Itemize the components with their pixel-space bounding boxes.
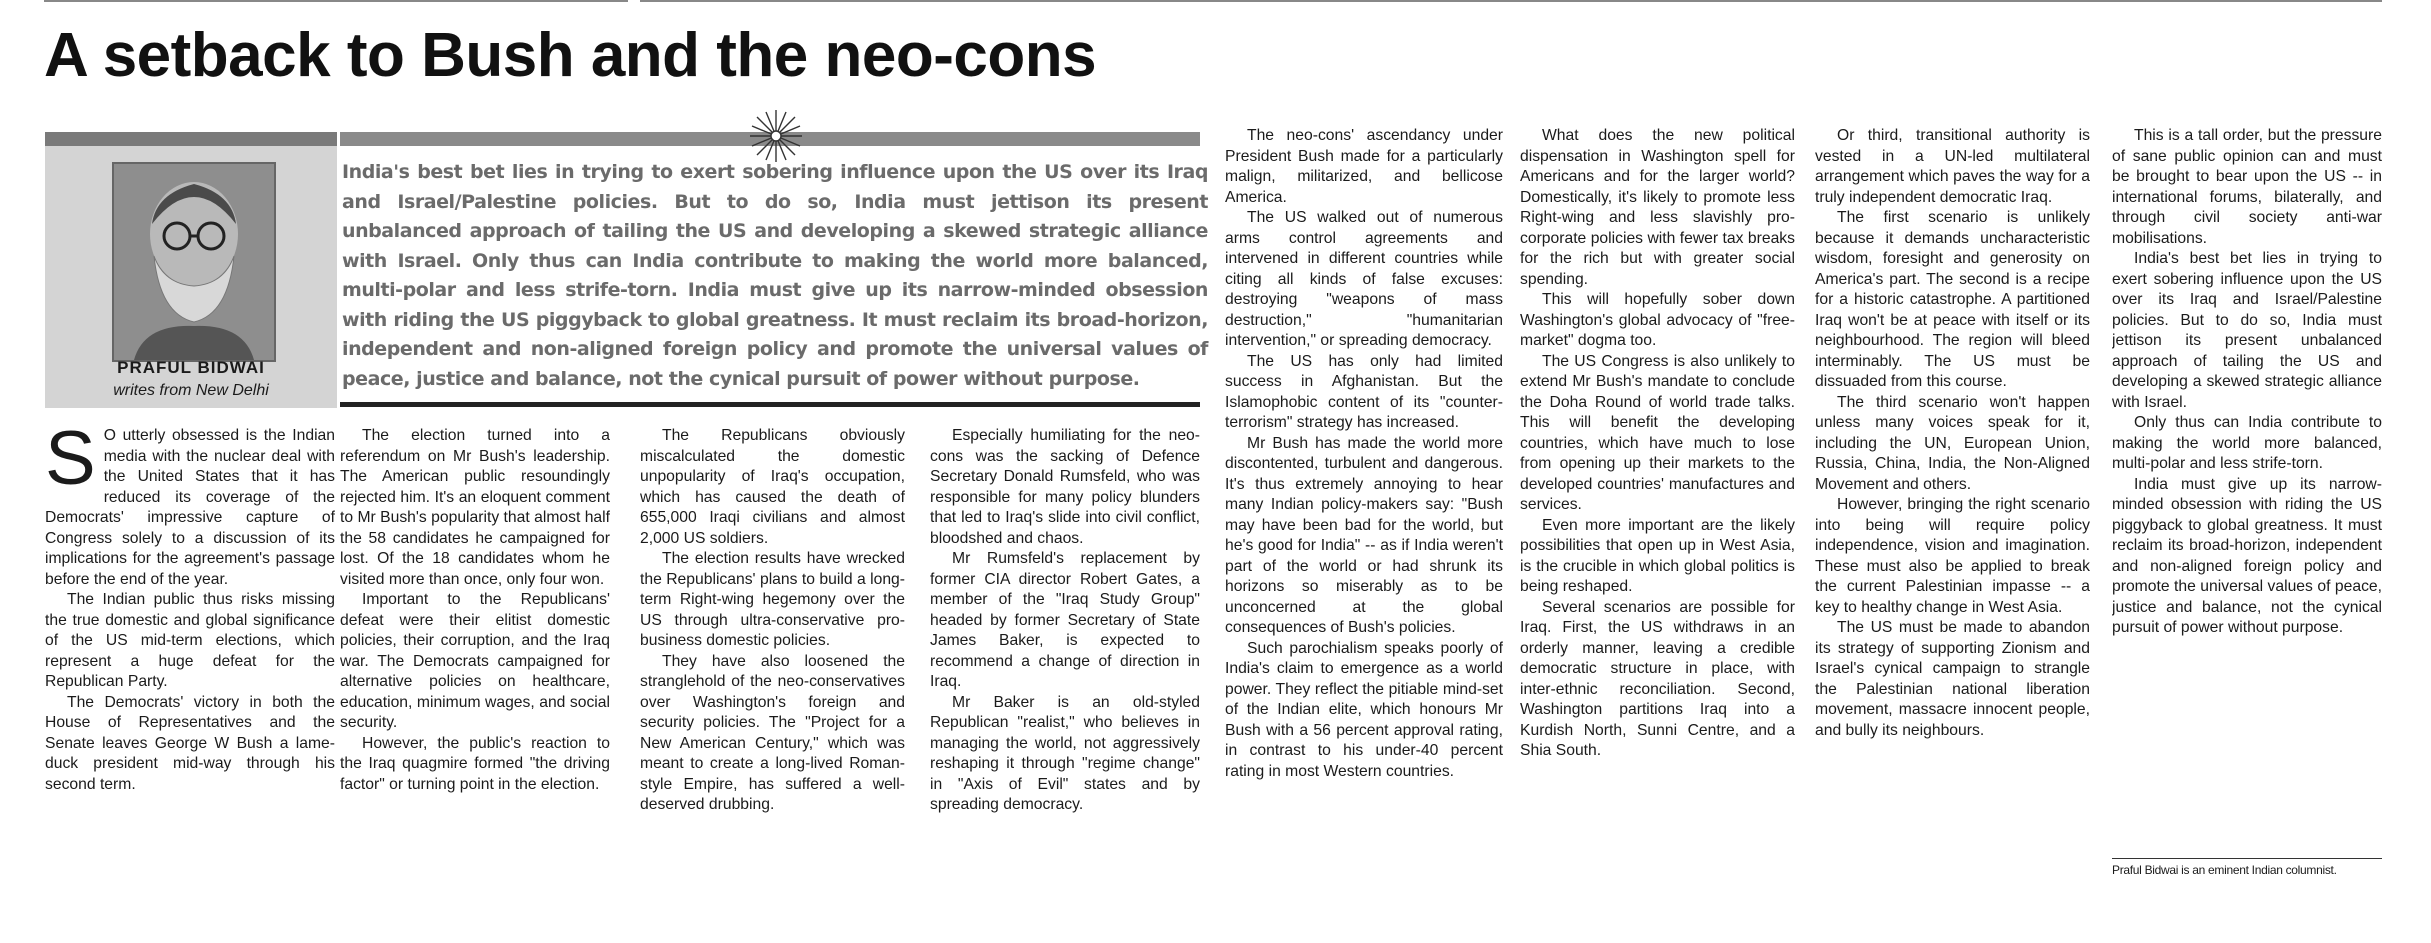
- author-location: writes from New Delhi: [113, 382, 269, 399]
- author-portrait-image: [114, 164, 274, 360]
- paragraph: Even more important are the likely possibilities that open up in West Asia, is the crucible in which global politics is being reshaped.: [1520, 516, 1795, 595]
- author-box: [45, 132, 337, 408]
- top-rule-right: [640, 0, 2382, 2]
- paragraph: India's best bet lies in trying to exert sobering influence upon the US over its Iraq and Israel/Palestine policies. But to do so, India must jettison its present unbalanced approach of tailing the US and developing a skewed strategic alliance with Israel.: [2112, 250, 2382, 411]
- paragraph: Important to the Republicans' defeat were their elitist domestic policies, their corruption, and the Iraq war. The Democrats campaigned for alternative policies on healthcare, education, minimum wages, and social security.: [340, 591, 610, 731]
- lead-paragraph: [45, 426, 335, 590]
- column-6: [1520, 126, 1795, 896]
- paragraph: The US must be made to abandon its strategy of supporting Zionism and Israel's cynical campaign to strangle the Palestinian national liberation movement, massacre innocent people, and bully its neighbours.: [1815, 619, 2090, 739]
- author-photo: [112, 162, 276, 362]
- paragraph: Especially humiliating for the neo-cons was the sacking of Defence Secretary Donald Rumsfeld, who was responsible for many policy blunders that led to Iraq's slide into civil conflict, bloodshed and chaos.: [930, 427, 1200, 547]
- paragraph: Mr Rumsfeld's replacement by former CIA director Robert Gates, a member of the "Iraq Study Group" headed by former Secretary of State James Baker, is expected to recommend a change of direction in Iraq.: [930, 550, 1200, 690]
- paragraph: However, the public's reaction to the Iraq quagmire formed "the driving factor" or turning point in the election.: [340, 734, 610, 793]
- paragraph: Several scenarios are possible for Iraq. First, the US withdraws in an orderly manner, leaving a credible democratic structure in place, with inter-ethnic reconciliation. Second, Washington partitions Iraq into a Kurdish North, Sunni Centre, and a Shia South.: [1520, 598, 1795, 759]
- column-1: [45, 426, 335, 896]
- paragraph: The election turned into a referendum on Mr Bush's leadership. The American public resoundingly rejected him. It's an eloquent comment to Mr Bush's popularity that almost half the 58 candidates he campaigned for lost. Of the 18 candidates whom he visited more than once, only four won.: [340, 427, 610, 588]
- top-rule-left: [44, 0, 628, 2]
- paragraph: The US walked out of numerous arms control agreements and intervened in different countries while citing all kinds of false excuses: destroying "weapons of mass destruction," "humanitarian intervention," or spreading democracy.: [1225, 209, 1503, 349]
- teaser-rule: [340, 402, 1200, 407]
- paragraph: Such parochialism speaks poorly of India's claim to emergence as a world power. They reflect the pitiable mind-set of the Indian elite, which honours Mr Bush with a 56 percent approval rating, in contrast to his under-40 percent rating in most Western countries.: [1225, 639, 1503, 780]
- paragraph: Or third, transitional authority is vested in a UN-led multilateral arrangement which paves the way for a truly independent democratic Iraq.: [1815, 127, 2090, 206]
- column-4: [930, 426, 1200, 896]
- column-3: [640, 426, 905, 896]
- paragraph: What does the new political dispensation in Washington spell for Americans and for the larger world? Domestically, it's likely to promote less Right-wing and less slavishly pro-corporate policies with fewer tax breaks for the rich but with greater social spending.: [1520, 127, 1795, 288]
- paragraph: The Indian public thus risks missing the true domestic and global significance of the US mid-term elections, which represent a huge defeat for the Republican Party.: [45, 591, 335, 690]
- paragraph: The US has only had limited success in Afghanistan. But the Islamophobic content of its "counter-terrorism" strategy has increased.: [1225, 352, 1503, 431]
- paragraph: Only thus can India contribute to making the world more balanced, multi-polar and less strife-torn.: [2112, 414, 2382, 472]
- teaser-text: India's best bet lies in trying to exert sobering influence upon the US over its Iraq and Israel/Palestine policies. But to do so, India must jettison its present unbalanced approach of tailing the US and developing a skewed strategic alliance with Israel. Only thus can India contribute to making the world more balanced, multi-polar and less strife-torn. India must give up its narrow-minded obsession with riding the US piggyback to global greatness. It must reclaim its broad-horizon, independent and non-aligned foreign policy and promote the universal values of peace, justice and balance, not the cynical pursuit of power without purpose.: [342, 161, 1208, 390]
- author-box-bar: [45, 132, 337, 146]
- column-8: [2112, 126, 2382, 846]
- paragraph: The neo-cons' ascendancy under President Bush made for a particularly malign, militarized, and bellicose America.: [1225, 127, 1503, 206]
- paragraph: This is a tall order, but the pressure of sane public opinion can and must be brought to bear upon the US -- in international forums, bilaterally, and through civil society anti-war mobilisations.: [2112, 127, 2382, 247]
- author-name: PRAFUL BIDWAI: [117, 358, 265, 377]
- paragraph: The election results have wrecked the Republicans' plans to build a long-term Right-wing hegemony over the US through ultra-conservative pro-business domestic policies.: [640, 550, 905, 649]
- starburst-icon: [748, 108, 804, 164]
- footnote-rule: [2112, 858, 2382, 859]
- paragraph: However, bringing the right scenario into being will require policy independence, vision and imagination. These must also be applied to break the current Palestinian impasse -- a key to healthy change in West Asia.: [1815, 496, 2090, 616]
- paragraph: The Democrats' victory in both the House of Representatives and the Senate leaves George W Bush a lame-duck president mid-way through his second term.: [45, 693, 335, 793]
- paragraph: The US Congress is also unlikely to extend Mr Bush's mandate to conclude the Doha Round of world trade talks. This will benefit the developing countries, which have much to lose from opening up their markets to the developed countries' manufactures and services.: [1520, 352, 1795, 513]
- column-2: [340, 426, 610, 896]
- paragraph: Mr Baker is an old-styled Republican "realist," who believes in managing the world, not aggressively reshaping it through "regime change" in "Axis of Evil" states and by spreading democracy.: [930, 693, 1200, 813]
- column-7: [1815, 126, 2090, 896]
- dropcap: S: [45, 426, 96, 501]
- paragraph: The Republicans obviously miscalculated the domestic unpopularity of Iraq's occupation, which has caused the death of 655,000 Iraqi civilians and almost 2,000 US soldiers.: [640, 427, 905, 547]
- paragraph-text: O utterly obsessed is the Indian media with the nuclear deal with the United States that it has reduced its coverage of the Democrats' impressive capture of Congress solely to a discussion of its implications for the agreement's passage before the end of the year.: [45, 427, 335, 588]
- paragraph: The first scenario is unlikely because it demands uncharacteristic wisdom, foresight and generosity on America's part. The second is a recipe for a historic catastrophe. A partitioned Iraq won't be at peace with itself or its neighbourhood. The region will bleed interminably. The US must be dissuaded from this course.: [1815, 209, 2090, 390]
- headline: A setback to Bush and the neo-cons: [44, 21, 1097, 90]
- author-footnote: Praful Bidwai is an eminent Indian columnist.: [2112, 863, 2337, 877]
- paragraph: The third scenario won't happen unless many voices speak for it, including the UN, European Union, Russia, China, India, the Non-Aligned Movement and others.: [1815, 393, 2090, 493]
- paragraph: They have also loosened the stranglehold of the neo-conservatives over Washington's foreign and security policies. The "Project for a New American Century," which was meant to create a long-lived Roman-style Empire, has suffered a well-deserved drubbing.: [640, 652, 905, 813]
- paragraph: Mr Bush has made the world more discontented, turbulent and dangerous. It's thus extremely annoying to hear many Indian policy-makers say: "Bush may have been bad for the world, but he's good for India" -- as if India weren't part of the world or had shrunk its horizons so miserably as to be unconcerned at the global consequences of Bush's policies.: [1225, 434, 1503, 636]
- paragraph: India must give up its narrow-minded obsession with riding the US piggyback to global greatness. It must reclaim its broad-horizon, independent and non-aligned foreign policy and promote the universal values of peace, justice and balance, not the cynical pursuit of power without purpose.: [2112, 475, 2382, 636]
- paragraph: This will hopefully sober down Washington's global advocacy of "free-market" dogma too.: [1520, 291, 1795, 349]
- column-5: [1225, 126, 1503, 896]
